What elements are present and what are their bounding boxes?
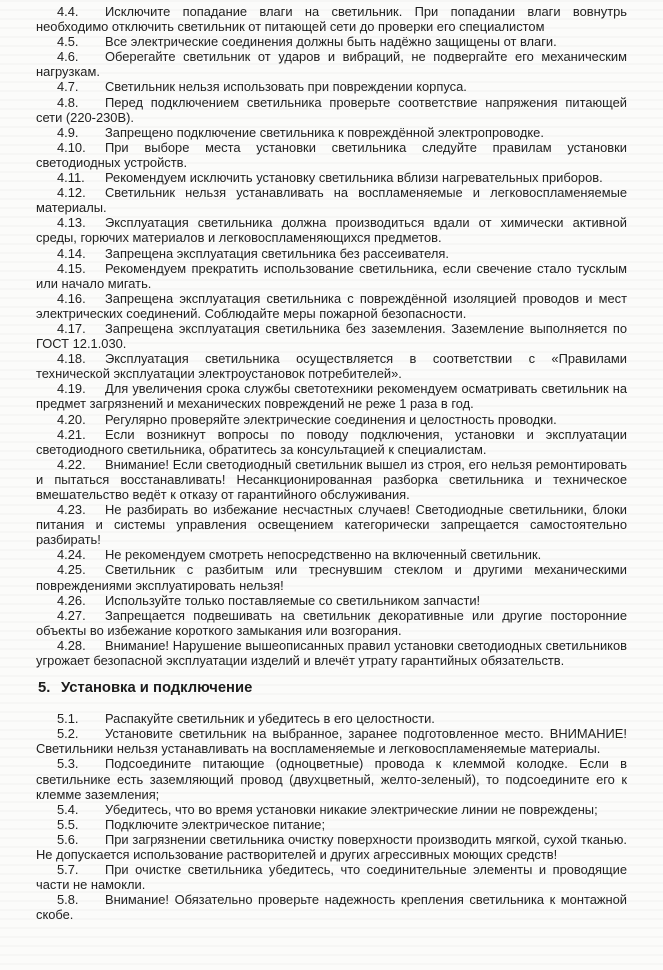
- item-text: Запрещено подключение светильника к повреждённой электропроводке.: [105, 124, 544, 140]
- item-text: При загрязнении светильника очистку поверхности производить мягкой, сухой тканью. Не допускается использование растворителей и других агрессивных моющих средств!: [36, 831, 627, 862]
- list-item: [36, 381, 627, 411]
- item-text: Для увеличения срока службы светотехники рекомендуем осматривать светильник на предмет загрязнений и механических повреждений не реже 1 раза в год.: [36, 381, 627, 412]
- item-text: Если возникнут вопросы по поводу подключения, установки и эксплуатации светодиодного светильника, обратитесь за консультацией к специалистам.: [36, 426, 627, 457]
- list-item: [36, 756, 627, 801]
- item-number: 5.2.: [57, 726, 79, 742]
- installation-list: [36, 711, 627, 922]
- list-item: [36, 817, 627, 832]
- list-item: [36, 95, 627, 125]
- safety-rules-list: [36, 4, 627, 668]
- list-item: [36, 412, 627, 427]
- list-item: [36, 593, 627, 608]
- list-item: [36, 291, 627, 321]
- list-item: [36, 427, 627, 457]
- list-item: [36, 185, 627, 215]
- list-item: [36, 547, 627, 562]
- item-text: Внимание! Нарушение вышеописанных правил установки светодиодных светильников угрожает безопасной эксплуатации изделий и влечёт утрату гарантийных обязательств.: [36, 637, 627, 669]
- item-number: 5.1.: [57, 711, 79, 727]
- item-text: Распакуйте светильник и убедитесь в его целостности.: [105, 711, 435, 727]
- item-text: При очистке светильника убедитесь, что соединительные элементы и проводящие части не намокли.: [36, 862, 627, 893]
- item-text: Внимание! Обязательно проверьте надежность крепления светильника к монтажной скобе.: [36, 892, 627, 923]
- item-number: 4.15.: [57, 260, 86, 276]
- item-number: 4.21.: [57, 426, 86, 442]
- item-text: Светильник нельзя использовать при повреждении корпуса.: [105, 79, 467, 95]
- list-item: [36, 246, 627, 261]
- item-text: Запрещена эксплуатация светильника без заземления. Заземление выполняется по ГОСТ 12.1.030.: [36, 320, 627, 352]
- list-item: [36, 140, 627, 170]
- item-text: Внимание! Если светодиодный светильник вышел из строя, его нельзя ремонтировать и пытаться восстанавливать! Несанкционированная разборка светильника и техническое вмешательство ведёт к отказу от гарантийного обслуживания.: [36, 456, 627, 502]
- list-item: [36, 4, 627, 34]
- item-text: Светильник с разбитым или треснувшим стеклом и другими механическими повреждениями эксплуатировать нельзя!: [36, 562, 627, 593]
- list-item: [36, 802, 627, 817]
- list-item: [36, 638, 627, 668]
- item-text: Перед подключением светильника проверьте соответствие напряжения питающей сети (220-230В).: [36, 94, 627, 125]
- list-item: [36, 125, 627, 140]
- item-number: 5.4.: [57, 801, 79, 817]
- list-item: [36, 892, 627, 922]
- item-text: Запрещена эксплуатация светильника с повреждённой изоляцией проводов и мест электрических соединений. Соблюдайте меры пожарной безопасности.: [36, 290, 627, 321]
- item-number: 4.14.: [57, 245, 86, 261]
- item-number: 4.25.: [57, 562, 86, 578]
- item-text: Используйте только поставляемые со светильником запчасти!: [105, 592, 481, 608]
- item-text: Запрещается подвешивать на светильник декоративные или другие посторонние объекты во избежание короткого замыкания или возгорания.: [36, 607, 627, 638]
- item-text: Оберегайте светильник от ударов и вибраций, не подвергайте его механическим нагрузкам.: [36, 49, 627, 80]
- item-number: 5.7.: [57, 862, 79, 878]
- list-item: [36, 321, 627, 351]
- item-number: 4.13.: [57, 215, 86, 231]
- item-number: 4.24.: [57, 547, 86, 563]
- installation-heading: [36, 679, 627, 697]
- list-item: [36, 862, 627, 892]
- item-text: Убедитесь, что во время установки никакие электрические линии не повреждены;: [105, 801, 598, 817]
- list-item: [36, 562, 627, 592]
- list-item: [36, 608, 627, 638]
- item-number: 5.3.: [57, 756, 79, 772]
- item-number: 4.28.: [57, 637, 86, 653]
- item-number: 4.7.: [57, 79, 79, 95]
- list-item: [36, 79, 627, 94]
- item-text: Не разбирать во избежание несчастных случаев! Светодиодные светильники, блоки питания и системы управления освещением категорически запрещается самостоятельно разбирать!: [36, 502, 627, 548]
- item-text: Исключите попадание влаги на светильник. При попадании влаги вовнутрь необходимо отключить светильник от питающей сети до проверки его специалистом: [36, 4, 627, 35]
- item-number: 4.10.: [57, 139, 86, 155]
- item-text: Эксплуатация светильника должна производиться вдали от химически активной среды, горючих материалов и легковоспламеняющихся предметов.: [36, 215, 627, 246]
- list-item: [36, 351, 627, 381]
- item-text: Рекомендуем прекратить использование светильника, если свечение стало тусклым или начало мигать.: [36, 260, 627, 291]
- heading-number: 5.: [38, 680, 51, 697]
- list-item: [36, 215, 627, 245]
- item-text: Светильник нельзя устанавливать на воспламеняемые и легковоспламеняемые материалы.: [36, 185, 627, 216]
- item-text: Все электрические соединения должны быть надёжно защищены от влаги.: [105, 34, 557, 50]
- item-number: 4.5.: [57, 34, 79, 50]
- item-number: 4.16.: [57, 290, 86, 306]
- item-text: Рекомендуем исключить установку светильника вблизи нагревательных приборов.: [105, 170, 603, 186]
- list-item: [36, 726, 627, 756]
- item-number: 5.5.: [57, 816, 79, 832]
- item-number: 4.17.: [57, 320, 86, 336]
- list-item: [36, 49, 627, 79]
- item-number: 4.19.: [57, 381, 86, 397]
- item-text: Запрещена эксплуатация светильника без рассеивателя.: [105, 245, 449, 261]
- item-number: 4.22.: [57, 456, 86, 472]
- item-number: 4.12.: [57, 185, 86, 201]
- list-item: [36, 170, 627, 185]
- item-number: 4.11.: [57, 170, 85, 186]
- item-number: 4.23.: [57, 502, 86, 518]
- item-text: Установите светильник на выбранное, заранее подготовленное место. ВНИМАНИЕ! Светильники нельзя устанавливать на воспламеняемые и легковоспламеняемые материалы.: [36, 726, 627, 757]
- list-item: [36, 261, 627, 291]
- list-item: [36, 457, 627, 502]
- item-number: 4.4.: [57, 4, 79, 19]
- item-number: 4.26.: [57, 592, 86, 608]
- item-number: 4.18.: [57, 351, 86, 367]
- item-number: 4.8.: [57, 94, 79, 110]
- item-number: 4.20.: [57, 411, 86, 427]
- item-text: Эксплуатация светильника осуществляется в соответствии с «Правилами технической эксплуатации электроустановок потребителей».: [36, 351, 627, 382]
- list-item: [36, 711, 627, 726]
- list-item: [36, 832, 627, 862]
- item-number: 4.27.: [57, 607, 86, 623]
- item-text: При выборе места установки светильника следуйте правилам установки светодиодных устройств.: [36, 139, 627, 170]
- item-text: Не рекомендуем смотреть непосредственно на включенный светильник.: [105, 547, 542, 563]
- item-text: Подсоедините питающие (одноцветные) провода к клеммой колодке. Если в светильнике есть заземляющий провод (двухцветный, желто-зеленый), то подсоедините его к клемме заземления;: [36, 756, 627, 802]
- item-number: 5.6.: [57, 831, 79, 847]
- item-number: 4.6.: [57, 49, 79, 65]
- item-number: 4.9.: [57, 124, 79, 140]
- item-number: 5.8.: [57, 892, 79, 908]
- heading-title: Установка и подключение: [61, 680, 253, 697]
- list-item: [36, 502, 627, 547]
- item-text: Регулярно проверяйте электрические соединения и целостность проводки.: [105, 411, 557, 427]
- list-item: [36, 34, 627, 49]
- item-text: Подключите электрическое питание;: [105, 816, 326, 832]
